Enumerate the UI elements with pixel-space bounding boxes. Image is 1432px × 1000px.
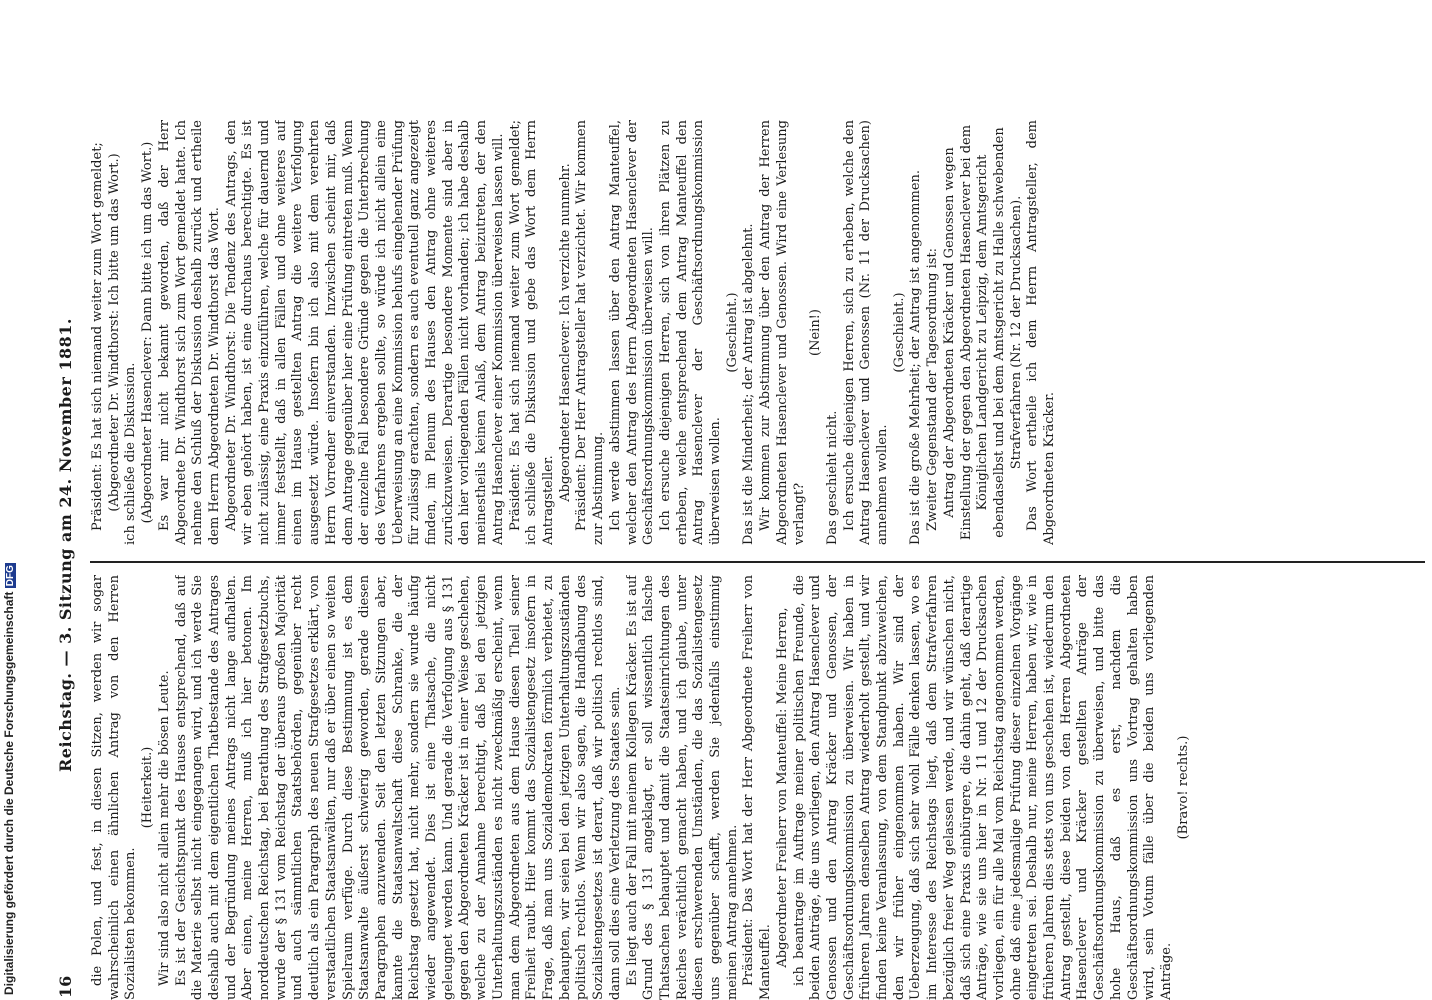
paragraph: Abgeordneter Dr. Windthorst: Die Tendenz des Antrags, den wir eben gehört haben, ist eine durchaus berechtigte. Es ist nicht zulässig, eine Praxis einzuführen, welche für dauernd und immer feststellt, daß in allen Fällen und ohne weiteres auf einen im Hause gestellten Antrag die weitere Verfolgung ausgesetzt würde. Insofern bin ich also mit dem verehrten Herrn Vorredner einverstanden. Inzwischen scheint mir, daß dem Antrage gegenüber hier eine Prüfung eintreten muß. Wenn der einzelne Fall besondere Gründe gegen die Unterbrechung des Verfahrens ergeben sollte, so würde ich nicht allein eine Ueberweisung an eine Kommission behufs eingehender Prüfung für zulässig erachten, sondern es auch eventuell ganz angezeigt finden, im Plenum des Hauses den Antrag ohne weiteres zurückzuweisen. Derartige besondere Momente sind aber in den hier vorliegenden Fällen nicht vorhanden; ich habe deshalb meinestheils keinen Anlaß, dem Antrag beizutreten, der den Antrag Hasenclever einer Kommission überweisen lassen will. (223, 120, 506, 545)
paragraph: Wir sind also nicht allein mehr die bösen Leute. (156, 670, 172, 986)
paragraph: Zweiter Gegenstand der Tagesordnung ist: (925, 247, 941, 531)
footer-text: Digitalisierung gefördert durch die Deutsche Forschungsgemeinschaft (2, 591, 16, 995)
paragraph: Abgeordneter Hasenclever: Ich verzichte nunmehr. (557, 163, 573, 502)
paragraph: (Nein!) (808, 309, 824, 356)
page-number: 16 (56, 975, 75, 998)
paragraph: (Abgeordneter Dr. Windthorst: Ich bitte um das Wort.) (106, 153, 122, 512)
paragraph: (Geschieht.) (724, 292, 740, 373)
paragraph: Das ist die Minderheit; der Antrag ist abgelehnt. (741, 223, 757, 545)
digitization-footer (2, 565, 16, 995)
paragraph: (Abgeordneter Hasenclever: Dann bitte ich um das Wort.) (140, 141, 156, 524)
right-column (90, 120, 1425, 545)
paragraph: Es liegt auch der Fall mit meinem Kollegen Kräcker. Es ist auf Grund des § 131 angeklagt, er soll wissentlich falsche Thatsachen behauptet und damit die Staatseinrichtungen des Reiches verächtlich gemacht haben, und ich glaube, unter diesen erschwerenden Umständen, die das Sozialistengesetz uns gegenüber schafft, werden Sie jedenfalls einstimmig meinen Antrag annehmen. (624, 575, 740, 1000)
paragraph: (Heiterkeit.) (140, 746, 156, 829)
document-page (50, 90, 1430, 1000)
paragraph: Ich werde abstimmen lassen über den Antrag Manteuffel, welcher den Antrag des Herrn Abgeordneten Hasenclever der Geschäftsordnungskommission überweisen will. (607, 120, 657, 545)
left-column (90, 575, 1425, 1000)
dfg-logo: DFG (5, 565, 16, 587)
page-header (50, 90, 86, 1000)
page-title: Reichstag. — 3. Sitzung am 24. November 1881. (56, 318, 75, 772)
paragraph: Ich ersuche diejenigen Herren, sich von ihren Plätzen zu erheben, welche entsprechend dem Antrag Manteuffel den Antrag Hasenclever der Geschäftsordnungskommission überweisen wollen. (657, 120, 724, 545)
paragraph: Es war mir nicht bekannt geworden, daß der Herr Abgeordnete Dr. Windthorst sich zum Wort gemeldet hatte. Ich nehme den Schluß der Diskussion deshalb zurück und ertheile dem Herrn Abgeordneten Dr. Windthorst das Wort. (156, 120, 222, 545)
paragraph: Wir kommen zur Abstimmung über den Antrag der Herren Abgeordneten Hasenclever und Genossen. Wird eine Verlesung verlangt? (758, 120, 807, 545)
paragraph: Antrag der Abgeordneten Kräcker und Genossen wegen Einstellung der gegen den Abgeordneten Hasenclever bei dem Königlichen Landgericht zu Leipzig, dem Amtsgericht ebendaselbst und bei dem Amtsgericht zu Halle schwebenden Strafverfahren (Nr. 12 der Drucksachen). (941, 124, 1024, 541)
paragraph: Präsident: Es hat sich niemand weiter zum Wort gemeldet; (90, 142, 105, 531)
paragraph: Präsident: Es hat sich niemand weiter zum Wort gemeldet; ich schließe die Diskussion und gebe das Wort dem Herrn Antragsteller. (507, 120, 556, 545)
paragraph: ich beantrage im Auftrage meiner politischen Freunde, die beiden Anträge, die uns vorliegen, den Antrag Hasenclever und Genossen und den Antrag Kräcker und Genossen, der Geschäftsordnungskommission zu überweisen. Wir haben in früheren Jahren denselben Antrag wiederholt gestellt, und wir finden keine Veranlassung, von dem Standpunkt abzuweichen, den wir früher eingenommen haben. Wir sind der Ueberzeugung, daß sich sehr wohl Fälle denken lassen, wo es im Interesse des Reichstags liegt, daß dem Strafverfahren bezüglich freier Weg gelassen werde, und wir wünschen nicht, daß sich eine Praxis einbürgere, die dahin geht, daß derartige Anträge, wie sie uns hier in Nr. 11 und 12 der Drucksachen vorliegen, ein für alle Mal vom Reichstag angenommen werden, ohne daß eine jedesmalige Prüfung dieser einzelnen Vorgänge eingetreten sei. Deshalb nur, meine Herren, haben wir, wie in früheren Jahren dies stets von uns geschehen ist, wiederum den Antrag gestellt, diese beiden von den Herren Abgeordneten Hasenclever und Kräcker gestellten Anträge der Geschäftsordnungskommission zu überweisen, und bitte das hohe Haus, daß es erst, nachdem die Geschäftsordnungskommission uns Vortrag gehalten haben wird, sein Votum fälle über die beiden uns vorliegenden Anträge. (791, 575, 1174, 1000)
paragraph: (Geschieht.) (891, 292, 907, 373)
paragraph: ich schließe die Diskussion. (123, 362, 139, 545)
paragraph: Das geschieht nicht. (824, 410, 840, 545)
paragraph: Abgeordneter Freiherr von Manteuffel: Meine Herren, (774, 607, 790, 968)
paragraph: Präsident: Das Wort hat der Herr Abgeordnete Freiherr von Manteuffel. (741, 575, 774, 1000)
paragraph: die Polen, und fest, in diesen Sitzen, werden wir sogar wahrscheinlich einen ähnlichen Antrag von den Herren Sozialisten bekommen. (90, 575, 139, 1000)
paragraph: Präsident: Der Herr Antragsteller hat verzichtet. Wir kommen zur Abstimmung. (574, 120, 607, 545)
paragraph: Das ist die große Mehrheit; der Antrag ist angenommen. (908, 169, 924, 545)
paragraph: (Bravo! rechts.) (1175, 735, 1191, 840)
paragraph: Das Wort ertheile ich dem Herrn Antragsteller, dem Abgeordneten Kräcker. (1025, 120, 1058, 545)
paragraph: Ich ersuche diejenigen Herren, sich zu erheben, welche den Antrag Hasenclever und Genossen (Nr. 11 der Drucksachen) annehmen wollen. (841, 120, 891, 545)
column-divider (90, 561, 1425, 563)
paragraph: Es ist der Gesichtspunkt des Hauses entsprechend, daß auf die Materie selbst nicht eingegangen wird, und ich werde Sie deshalb auch mit dem eigentlichen Thatbestande des Antrages und der Begründung meines Antrags nicht lange aufhalten. Aber einen, meine Herren, muß ich hier betonen. Im norddeutschen Reichstag, bei Berathung des Strafgesetzbuchs, wurde der § 131 vom Reichstag der überaus großen Majorität und auch sämmtlichen Staatsbehörden, gegenüber recht deutlich als ein Paragraph des neuen Strafgesetzes erklärt, von verstaatlichen Staatsanwälten, nur daß er über einen so weiten Spielraum verfüge. Durch diese Bestimmung ist es dem Staatsanwalte äußerst schwierig geworden, gerade diesen Paragraphen anzuwenden. Seit den letzten Sitzungen aber, kannte die Staatsanwaltschaft diese Schranke, die der Reichstag gesetzt hat, nicht mehr, sondern sie wurde häufig wieder angewendet. Dies ist eine Thatsache, die nicht geleugnet werden kann. Und gerade die Verfolgung aus § 131 gegen den Abgeordneten Kräcker ist in einer Weise geschehen, welche zu der Annahme berechtigt, daß bei den jetzigen Unterhaltungszuständen es nicht zweckmäßig erscheint, wenn man dem Abgeordneten aus dem Hause diesen Theil seiner Freiheit raubt. Hier kommt das Sozialistengesetz insofern in Frage, daß man uns Sozialdemokraten förmlich verbietet, zu behaupten, wir seien bei den jetzigen Unterhaltungszuständen politisch rechtlos. Wenn wir also sagen, die Handhabung des Sozialistengesetzes ist derart, daß wir politisch rechtlos sind, dann soll dies eine Verletzung des Staates sein. (173, 575, 623, 1000)
